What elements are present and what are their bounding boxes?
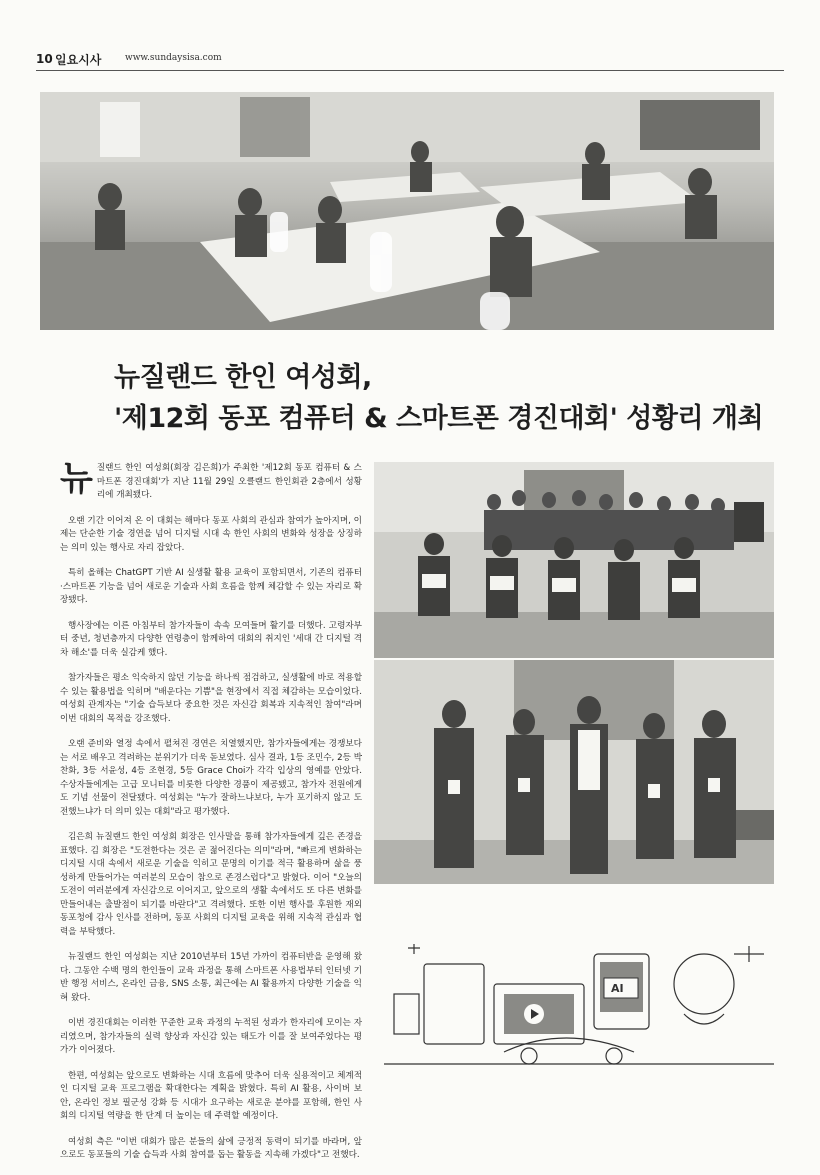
classroom-photo [40,92,774,330]
article-paragraph: 이번 경진대회는 이러한 꾸준한 교육 과정의 누적된 성과가 한자리에 모이는 자리였으며, 참가자들의 실력 향상과 자신감 있는 태도가 이를 잘 보여주었다는 평가가 이어졌다. [60,1018,362,1055]
article-paragraph: 한편, 여성회는 앞으로도 변화하는 시대 흐름에 맞추어 더욱 실용적이고 체계적인 디지털 교육 프로그램을 확대한다는 계획을 밝혔다. 특히 AI 활용, 사이버 보안, 온라인 정보 필군성 강화 등 시대가 요구하는 새로운 분야를 포함해, 한인 사회의 디지털 역량을 한 단계 더 높이는 데 주력할 예정이다. [60,1070,362,1121]
ai-label: AI [611,982,624,995]
article-paragraph: 뉴질랜드 한인 여성회(회장 김은희)가 주최한 '제12회 동포 컴퓨터 & 스마트폰 경진대회'가 지난 11월 29일 오클랜드 한인회관 2층에서 성황리에 개최됐다. [60,459,362,500]
article-paragraph: 여성회 측은 "이번 대회가 많은 분들의 삶에 긍정적 동력이 되기를 바라며, 앞으로도 동포들의 기술 습득과 사회 참여를 돕는 활동을 지속해 가겠다"고 전했다. [60,1136,362,1160]
article-paragraph: 오랜 준비와 열정 속에서 펼쳐진 경연은 치열했지만, 참가자들에게는 경쟁보다는 서로 배우고 격려하는 분위기가 더욱 돋보였다. 심사 결과, 1등 조민수, 2등 박찬화, 3등 서윤성, 4등 조현경, 5등 Grace Choi가 각각 입상의 영예를 안았다. 수상자들에게는 고급 모니터를 비롯한 다양한 경품이 제공됐고, 참가자 전원에게도 기념 선물이 전달됐다. 여성회는 "누가 잘하느냐보다, 누가 포기하지 않고 도전했느냐가 더 의미 있는 대회"라고 평가했다. [60,739,362,817]
article-paragraph: 뉴질랜드 한인 여성회는 지난 2010년부터 15년 가까이 컴퓨터반을 운영해 왔다. 그동안 수백 명의 한인들이 교육 과정을 통해 스마트폰 사용법부터 인터넷 기반 행정 서비스, 온라인 금융, SNS 소통, 최근에는 AI 활용까지 다양한 기술을 익혀 왔다. [60,952,362,1003]
article-paragraph: 참가자들은 평소 익숙하지 않던 기능을 하나씩 점검하고, 실생활에 바로 적용할 수 있는 활용법을 익히며 "배운다는 기쁨"을 현장에서 직접 체감하는 모습이었다. 여성회 관계자는 "기술 습득보다 중요한 것은 자신감 회복과 지속적인 참여"라며 이번 대회의 목적을 강조했다. [60,673,362,724]
group-photo [374,462,774,658]
digital-technology-illustration [384,934,774,1076]
publication-url: www.sundaysisa.com [125,53,222,63]
article-paragraph: 김은희 뉴질랜드 한인 여성회 회장은 인사말을 통해 참가자들에게 깊은 존경을 표했다. 김 회장은 "도전한다는 것은 곧 젊어진다는 의미"라며, "빠르게 변화하는 디지털 시대 속에서 새로운 기술을 익히고 문명의 이기를 적극 활용하며 삶을 풍성하게 만들어가는 여러분의 모습이 참으로 존경스럽다"고 밝혔다. 이어 "오늘의 도전이 여러분에게 자신감으로 이어지고, 앞으로의 생활 속에서도 또 다른 변화를 만들어내는 출발점이 되기를 바란다"고 격려했다. 또한 이번 행사를 후원한 재외동포청에 감사 인사를 전하며, 동포 사회의 디지털 교육을 위해 지속적 관심과 협력을 부탁했다. [60,832,362,937]
header-rule [36,70,784,71]
article-body [60,459,362,1175]
headline-line-2: '제12회 동포 컴퓨터 & 스마트폰 경진대회' 성황리 개최 [114,403,764,434]
drop-cap: 뉴 [60,459,93,499]
page-number: 10 [36,52,53,66]
article-paragraph: 행사장에는 이른 아침부터 참가자들이 속속 모여들며 활기를 더했다. 고령자부터 중년, 청년층까지 다양한 연령층이 함께하여 대회의 취지인 '세대 간 디지털 격차 해소'를 더욱 실감케 했다. [60,620,362,658]
headline-line-1: 뉴질랜드 한인 여성회, [114,362,372,393]
article-headline [114,360,764,438]
article-paragraph: 오랜 기간 이어져 온 이 대회는 해마다 동포 사회의 관심과 참여가 높아지며, 이제는 단순한 기술 경연을 넘어 디지털 시대 속 한인 사회의 변화와 성장을 상징하는 의미 있는 행사로 자리 잡았다. [60,515,362,553]
winners-photo [374,660,774,884]
publication-name: 일요시사 [55,53,102,67]
page-header [36,50,784,70]
article-paragraph: 특히 올해는 ChatGPT 기반 AI 실생활 활용 교육이 포함되면서, 기존의 컴퓨터·스마트폰 기능을 넘어 새로운 기술과 사회 흐름을 함께 체감할 수 있는 자리로 확장됐다. [60,568,362,605]
